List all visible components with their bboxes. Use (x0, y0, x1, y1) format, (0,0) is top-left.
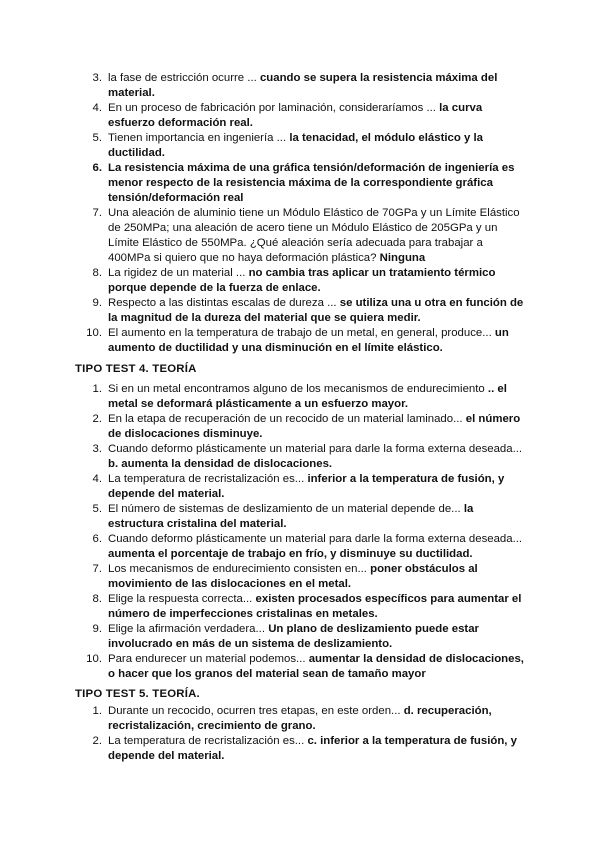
section-heading: TIPO TEST 4. TEORÍA (75, 363, 197, 375)
list-item (0, 71, 600, 101)
item-question: Los mecanismos de endurecimiento consisten en... (108, 563, 371, 575)
item-number: 3. (92, 443, 102, 455)
list-item (0, 442, 600, 472)
item-number: 2. (92, 735, 102, 747)
item-answer: c. inferior a la temperatura de fusión, y depende del material. (108, 735, 517, 762)
item-number: 7. (92, 207, 102, 219)
list-item (0, 734, 600, 764)
question-list-1 (0, 71, 600, 356)
item-answer: inferior a la temperatura de fusión, y depende del material. (108, 473, 505, 500)
list-item (0, 161, 600, 206)
item-answer: existen procesados específicos para aumentar el número de imperfecciones cristalinas en metales. (108, 593, 522, 620)
list-item (0, 472, 600, 502)
list-item (0, 592, 600, 622)
item-answer: d. recuperación, recristalización, crecimiento de grano. (108, 705, 492, 732)
question-list-2 (0, 382, 600, 682)
item-answer: la tenacidad, el módulo elástico y la ductilidad. (108, 132, 484, 159)
item-number: 3. (92, 72, 102, 84)
list-item (0, 206, 600, 266)
item-number: 1. (92, 705, 102, 717)
item-question: El número de sistemas de deslizamiento de un material depende de... (108, 503, 464, 515)
list-item (0, 502, 600, 532)
item-question: Una aleación de aluminio tiene un Módulo Elástico de 70GPa y un Límite Elástico de 250MPa; una aleación de acero tiene un Módulo Elástico de 205GPa y un Límite Elástico de 550MPa. ¿Qué aleación sería adecuada para trabajar a 400MPa si quiero que no haya deformación plástica? (108, 207, 520, 264)
list-item (0, 532, 600, 562)
item-answer: aumentar la densidad de dislocaciones, o hacer que los granos del material sean de tamaño mayor (108, 653, 524, 680)
item-question: Elige la respuesta correcta... (108, 593, 256, 605)
item-answer: aumenta el porcentaje de trabajo en frío, y disminuye su ductilidad. (108, 548, 473, 560)
list-item (0, 101, 600, 131)
item-question: La temperatura de recristalización es... (108, 473, 308, 485)
list-item (0, 562, 600, 592)
list-item (0, 266, 600, 296)
item-answer: cuando se supera la resistencia máxima del material. (108, 72, 498, 99)
item-question: En la etapa de recuperación de un recocido de un material laminado... (108, 413, 466, 425)
item-number: 8. (92, 593, 102, 605)
list-item (0, 296, 600, 326)
item-answer: no cambia tras aplicar un tratamiento térmico porque depende de la fuerza de enlace. (108, 267, 496, 294)
item-number: 4. (92, 102, 102, 114)
item-question: Respecto a las distintas escalas de dureza ... (108, 297, 340, 309)
item-question: la fase de estricción ocurre ... (108, 72, 260, 84)
list-item (0, 652, 600, 682)
item-question: El aumento en la temperatura de trabajo de un metal, en general, produce... (108, 327, 495, 339)
item-number: 6. (92, 533, 102, 545)
item-answer: se utiliza una u otra en función de la magnitud de la dureza del material que se quiera medir. (108, 297, 524, 324)
list-item (0, 704, 600, 734)
item-answer: .. el metal se deformará plásticamente a un esfuerzo mayor. (108, 383, 507, 410)
item-number: 2. (92, 413, 102, 425)
item-number: 10. (86, 327, 102, 339)
item-number: 1. (92, 383, 102, 395)
item-number: 6. (92, 162, 102, 174)
section-heading: TIPO TEST 5. TEORÍA. (75, 688, 200, 700)
item-question: La rigidez de un material ... (108, 267, 249, 279)
item-number: 10. (86, 653, 102, 665)
item-question: En un proceso de fabricación por laminación, consideraríamos ... (108, 102, 440, 114)
item-question: Durante un recocido, ocurren tres etapas, en este orden... (108, 705, 404, 717)
item-number: 9. (92, 297, 102, 309)
item-question: Cuando deformo plásticamente un material para darle la forma externa deseada... (108, 533, 523, 545)
item-answer: Un plano de deslizamiento puede estar involucrado en más de un sistema de deslizamiento. (108, 623, 479, 650)
item-answer: Ninguna (379, 252, 426, 264)
list-item (0, 326, 600, 356)
item-answer: la curva esfuerzo deformación real. (108, 102, 483, 129)
item-number: 5. (92, 132, 102, 144)
item-question: Elige la afirmación verdadera... (108, 623, 269, 635)
list-item (0, 131, 600, 161)
list-item (0, 382, 600, 412)
item-number: 7. (92, 563, 102, 575)
item-answer: el número de dislocaciones disminuye. (108, 413, 521, 440)
item-question: La resistencia máxima de una gráfica tensión/deformación de ingeniería es menor respecto de la resistencia máxima de la correspondiente gráfica tensión/deformación real (108, 162, 515, 204)
item-question: Si en un metal encontramos alguno de los mecanismos de endurecimiento (108, 383, 488, 395)
item-answer: poner obstáculos al movimiento de las dislocaciones en el metal. (108, 563, 478, 590)
question-list-3 (0, 704, 600, 764)
list-item (0, 412, 600, 442)
item-answer: b. aumenta la densidad de dislocaciones. (108, 458, 333, 470)
item-number: 4. (92, 473, 102, 485)
section-continued-list (0, 71, 600, 356)
item-number: 8. (92, 267, 102, 279)
item-question: La temperatura de recristalización es... (108, 735, 308, 747)
item-number: 5. (92, 503, 102, 515)
item-question: Tienen importancia en ingeniería ... (108, 132, 290, 144)
item-question: Cuando deformo plásticamente un material para darle la forma externa deseada... (108, 443, 523, 455)
item-question: Para endurecer un material podemos... (108, 653, 309, 665)
item-number: 9. (92, 623, 102, 635)
item-answer: un aumento de ductilidad y una disminución en el límite elástico. (108, 327, 509, 354)
list-item (0, 622, 600, 652)
item-answer: la estructura cristalina del material. (108, 503, 474, 530)
